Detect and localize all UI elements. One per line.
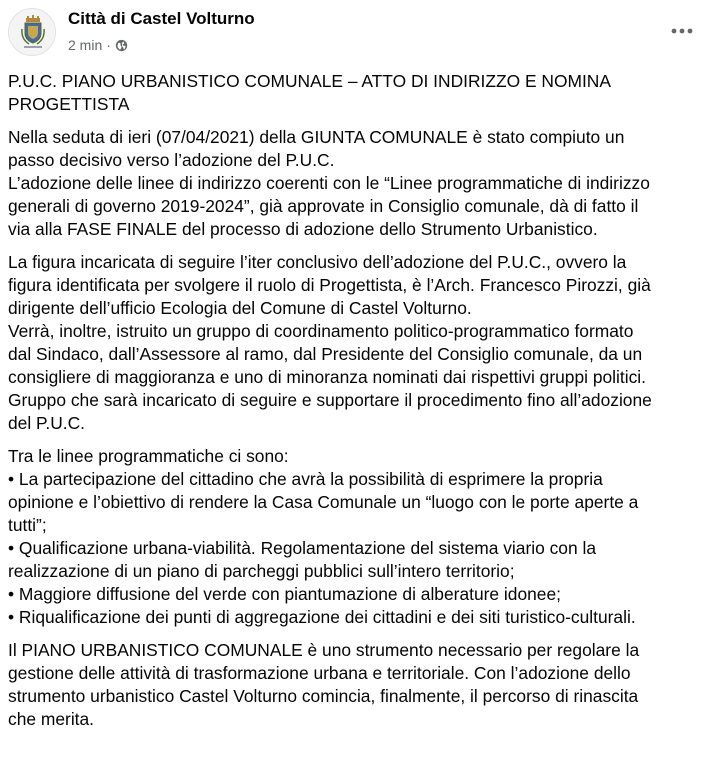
text-line: Il PIANO URBANISTICO COMUNALE è uno strumento necessario per regolare la — [8, 640, 640, 660]
bullet-line: • Riqualificazione dei punti di aggregazione dei cittadini e dei siti turistico-culturali. — [8, 607, 636, 627]
post-paragraph — [8, 251, 720, 435]
post-paragraph — [8, 126, 720, 241]
text-line: P.U.C. PIANO URBANISTICO COMUNALE – ATTO DI INDIRIZZO E NOMINA — [8, 71, 611, 91]
text-line: passo decisivo verso l’adozione del P.U.C. — [8, 150, 335, 170]
post-header — [0, 0, 723, 60]
more-options-button[interactable] — [664, 16, 700, 46]
post-list-paragraph — [8, 445, 720, 629]
bullet-line: • Maggiore diffusione del verde con piantumazione di alberature idonee; — [8, 584, 561, 604]
more-horizontal-icon — [671, 28, 693, 34]
post-text — [8, 70, 720, 741]
bullet-line: • La partecipazione del cittadino che avrà la possibilità di esprimere la propria — [8, 469, 603, 489]
text-line: consigliere di maggioranza e uno di minoranza nominati dai rispettivi gruppi politici. — [8, 367, 646, 387]
page-name[interactable]: Città di Castel Volturno — [68, 9, 255, 28]
text-line: figura identificata per svolgere il ruolo di Progettista, è l’Arch. Francesco Pirozzi, già — [8, 275, 651, 295]
text-line: tutti”; — [8, 515, 47, 535]
post-timestamp[interactable]: 2 min — [68, 37, 103, 53]
text-line: Verrà, inoltre, istruito un gruppo di coordinamento politico-programmatico formato — [8, 321, 634, 341]
text-line: dal Sindaco, dall’Assessore al ramo, dal Presidente del Consiglio comunale, da un — [8, 344, 643, 364]
bullet-line: • Qualificazione urbana-viabilità. Regolamentazione del sistema viario con la — [8, 538, 597, 558]
globe-icon[interactable] — [115, 39, 128, 52]
text-line: Gruppo che sarà incaricato di seguire e supportare il procedimento fino all’adozione — [8, 390, 652, 410]
text-line: Nella seduta di ieri (07/04/2021) della GIUNTA COMUNALE è stato compiuto un — [8, 127, 625, 147]
town-crest-icon — [9, 9, 56, 56]
text-line: che merita. — [8, 709, 95, 729]
text-line: realizzazione di un piano di parcheggi pubblici sull’intero territorio; — [8, 561, 515, 581]
text-line: Tra le linee programmatiche ci sono: — [8, 446, 289, 466]
text-line: La figura incaricata di seguire l’iter conclusivo dell’adozione del P.U.C., ovvero la — [8, 252, 627, 272]
text-line: PROGETTISTA — [8, 94, 130, 114]
meta-separator: · — [106, 37, 111, 53]
post-meta — [68, 36, 128, 54]
post-title-paragraph — [8, 70, 720, 116]
page-avatar[interactable] — [8, 8, 56, 56]
text-line: via alla FASE FINALE del processo di adozione dello Strumento Urbanistico. — [8, 219, 598, 239]
text-line: opinione e l’obiettivo di rendere la Casa Comunale un “luogo con le porte aperte a — [8, 492, 639, 512]
post-paragraph — [8, 639, 720, 731]
text-line: dirigente dell’ufficio Ecologia del Comune di Castel Volturno. — [8, 298, 472, 318]
text-line: L’adozione delle linee di indirizzo coerenti con le “Linee programmatiche di indirizzo — [8, 173, 650, 193]
text-line: gestione delle attività di trasformazione urbana e territoriale. Con l’adozione dello — [8, 663, 631, 683]
text-line: strumento urbanistico Castel Volturno comincia, finalmente, il percorso di rinascita — [8, 686, 639, 706]
text-line: del P.U.C. — [8, 413, 86, 433]
text-line: generali di governo 2019-2024”, già approvate in Consiglio comunale, dà di fatto il — [8, 196, 639, 216]
